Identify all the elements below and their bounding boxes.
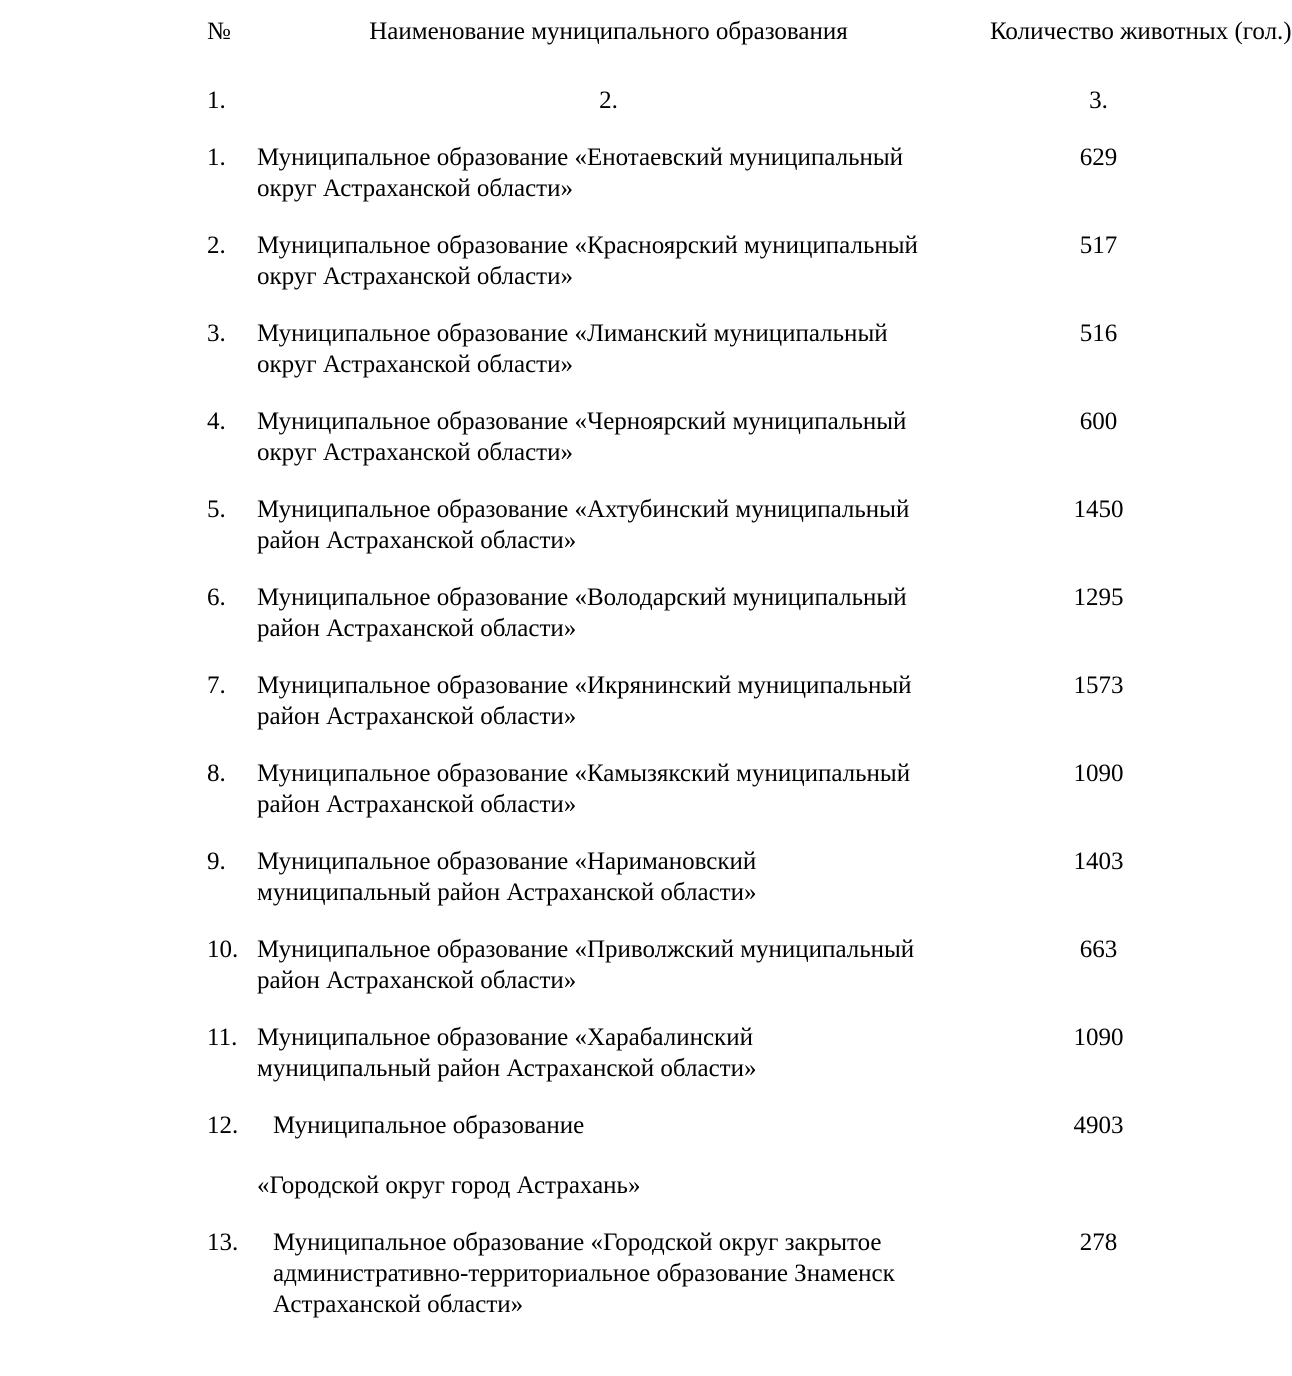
- table-row: [205, 230, 1207, 292]
- row-name-line: Муниципальное образование «Камызякский муниципальный: [257, 760, 911, 787]
- row-name-line: Муниципальное образование «Володарский муниципальный: [257, 584, 907, 611]
- row-name: [257, 758, 990, 820]
- row-name-line: округ Астраханской области»: [257, 351, 573, 378]
- row-name-line: Муниципальное образование «Ахтубинский муниципальный: [257, 496, 910, 523]
- row-count: 663: [1079, 936, 1118, 963]
- row-name-line: Муниципальное образование «Енотаевский муниципальный: [257, 144, 904, 171]
- table-row: [205, 758, 1207, 820]
- row-number: 6.: [207, 584, 226, 611]
- index-name-column: 2.: [599, 87, 618, 114]
- row-number: 3.: [207, 320, 226, 347]
- table-row: [205, 142, 1207, 204]
- table-row: [205, 494, 1207, 556]
- table-row: [205, 582, 1207, 644]
- row-name-line: округ Астраханской области»: [257, 263, 573, 290]
- table-row: [205, 406, 1207, 468]
- row-name: [257, 318, 990, 380]
- row-count: 1403: [1073, 848, 1124, 875]
- row-name-line: район Астраханской области»: [257, 967, 577, 994]
- row-count: 516: [1079, 320, 1118, 347]
- row-name-line: Муниципальное образование «Икрянинский муниципальный: [257, 672, 912, 699]
- row-name-line: район Астраханской области»: [257, 527, 577, 554]
- row-count: 600: [1079, 408, 1118, 435]
- table-row: [205, 318, 1207, 380]
- header-number-column: №: [207, 18, 231, 45]
- row-number: 7.: [207, 672, 226, 699]
- row-count: 629: [1079, 144, 1118, 171]
- table-header-row: [205, 16, 1292, 47]
- row-name-line: округ Астраханской области»: [257, 439, 573, 466]
- row-number: 8.: [207, 760, 226, 787]
- table-row: [205, 1227, 1207, 1320]
- index-count-column: 3.: [1089, 87, 1108, 114]
- row-number: 5.: [207, 496, 226, 523]
- row-number: 9.: [207, 848, 226, 875]
- row-name-line: район Астраханской области»: [257, 703, 577, 730]
- row-name-line: Муниципальное образование «Городской округ закрытое: [273, 1229, 882, 1256]
- header-count-column: Количество животных (гол.): [990, 18, 1292, 45]
- row-name-line: муниципальный район Астраханской области»: [257, 1055, 757, 1082]
- row-number: 10.: [207, 936, 239, 963]
- row-name-line: Муниципальное образование «Харабалинский: [257, 1024, 753, 1051]
- row-number: 2.: [207, 232, 226, 259]
- row-number: 11.: [207, 1024, 238, 1051]
- row-name-line: Муниципальное образование «Наримановский: [257, 848, 757, 875]
- table-body: [205, 142, 1207, 1320]
- row-count: 1573: [1073, 672, 1124, 699]
- table-row: [205, 1110, 1207, 1201]
- row-count: 1450: [1073, 496, 1124, 523]
- row-number: 12.: [207, 1112, 239, 1139]
- row-name-line: Муниципальное образование «Лиманский муниципальный: [257, 320, 888, 347]
- row-name-line: Муниципальное образование: [273, 1112, 585, 1139]
- row-name: [257, 846, 990, 908]
- row-count: 4903: [1073, 1112, 1124, 1139]
- row-count: 1295: [1073, 584, 1124, 611]
- row-number: 13.: [207, 1229, 239, 1256]
- row-name: [257, 494, 990, 556]
- row-name: [257, 142, 990, 204]
- row-number: 1.: [207, 144, 226, 171]
- row-name: [257, 670, 990, 732]
- row-name-line: округ Астраханской области»: [257, 175, 573, 202]
- table-row: [205, 1022, 1207, 1084]
- index-number-column: 1.: [207, 87, 226, 114]
- row-name-line: район Астраханской области»: [257, 615, 577, 642]
- table-row: [205, 846, 1207, 908]
- row-name: [257, 406, 990, 468]
- row-count: 1090: [1073, 760, 1124, 787]
- row-name: [257, 1022, 990, 1084]
- row-name-line: Астраханской области»: [273, 1291, 524, 1318]
- row-name: [257, 1227, 990, 1320]
- row-name-line: Муниципальное образование «Черноярский муниципальный: [257, 408, 907, 435]
- row-name-line: Муниципальное образование «Красноярский муниципальный: [257, 232, 918, 259]
- column-index-row: [205, 85, 1207, 116]
- row-name: [257, 582, 990, 644]
- table-row: [205, 670, 1207, 732]
- row-name-line: Муниципальное образование «Приволжский муниципальный: [257, 936, 915, 963]
- row-name-line: административно-территориальное образование Знаменск: [273, 1260, 895, 1287]
- table-row: [205, 934, 1207, 996]
- row-count: 517: [1079, 232, 1118, 259]
- row-number: 4.: [207, 408, 226, 435]
- row-count: 278: [1079, 1229, 1118, 1256]
- row-name-line: муниципальный район Астраханской области»: [257, 879, 757, 906]
- row-name: [257, 230, 990, 292]
- row-name-line: район Астраханской области»: [257, 791, 577, 818]
- row-count: 1090: [1073, 1024, 1124, 1051]
- row-name: [257, 1110, 990, 1201]
- row-name-line: «Городской округ город Астрахань»: [257, 1172, 641, 1199]
- header-name-column: Наименование муниципального образования: [369, 18, 848, 45]
- row-name: [257, 934, 990, 996]
